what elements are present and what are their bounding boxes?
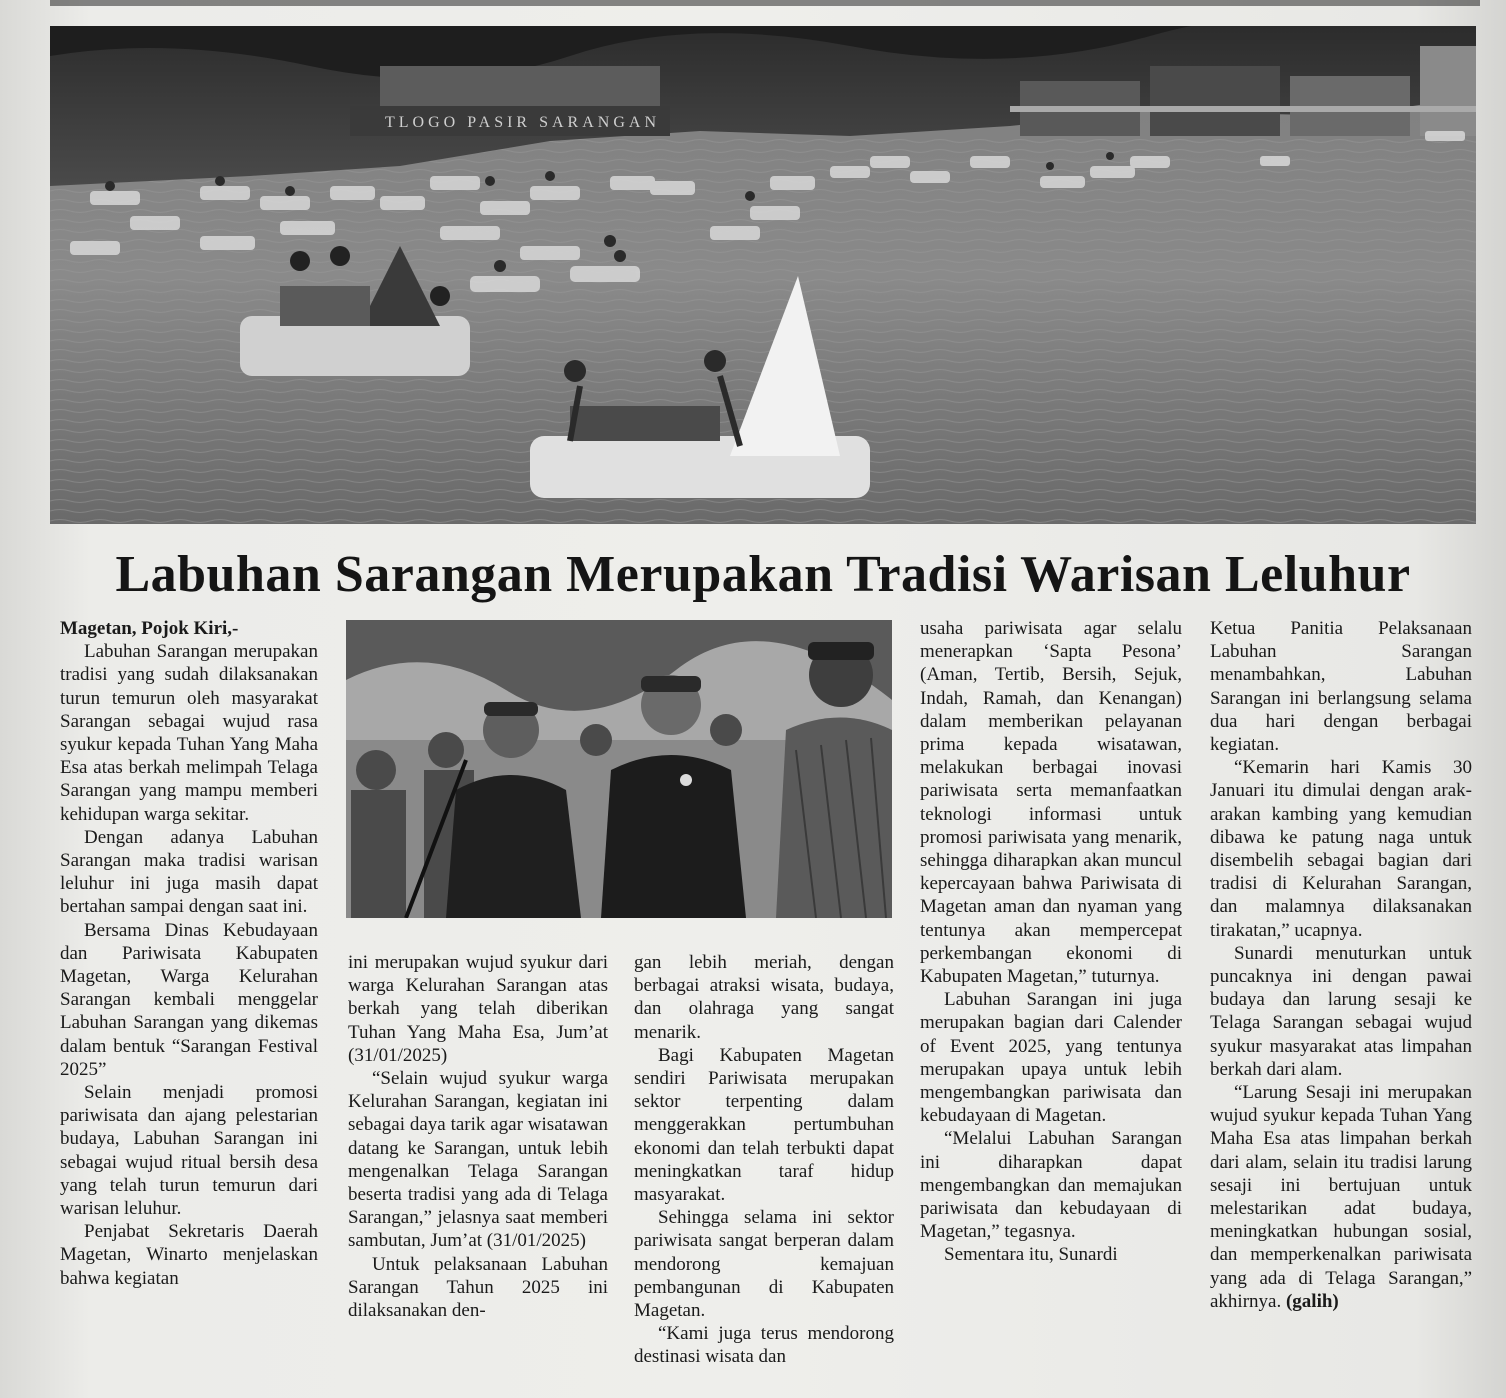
paragraph: usaha pariwisata agar selalu menerapkan ‘Sapta Pesona’ (Aman, Tertib, Bersih, Sejuk, Indah, Ramah, dan Kenangan) dalam memberikan pelayanan prima kepada wisatawan, melakukan berbagai inovasi pariwisata serta memanfaatkan teknologi informasi untuk promosi pariwisata yang menarik, sehingga diharapkan akan muncul kepercayaan bahwa Pariwisata di Magetan aman dan nyaman yang tentunya akan mempercepat perkembangan ekonomi di Kabupaten Magetan,” tuturnya.	[920, 618, 1182, 988]
lake-boats-photo	[50, 26, 1476, 524]
paragraph: “Melalui Labuhan Sarangan ini diharapkan dapat mengembangkan dan memajukan pariwisata dan kebudayaan di Magetan,” tegasnya.	[920, 1128, 1182, 1243]
article-column-3	[634, 951, 894, 1369]
paragraph: Sehingga selama ini sektor pariwisata sangat berperan dalam mendorong kemajuan pembangunan di Kabupaten Magetan.	[634, 1207, 894, 1322]
paragraph: “Kemarin hari Kamis 30 Januari itu dimulai dengan arak-arakan kambing yang kemudian dibawa ke patung naga untuk disembelih sebagai bagian dari tradisi di Kelurahan Sarangan, dan malamnya dilaksanakan tirakatan,” ucapnya.	[1210, 757, 1472, 941]
paragraph	[1210, 1081, 1472, 1313]
article-column-5	[1210, 617, 1472, 1313]
paragraph: “Selain wujud syukur warga Kelurahan Sarangan, kegiatan ini sebagai daya tarik agar wisatawan datang ke Sarangan, untuk lebih mengenalkan Telaga Sarangan beserta tradisi yang ada di Telaga Sarangan,” jelasnya saat memberi sambutan, Jum’at (31/01/2025)	[348, 1068, 608, 1252]
lake-sign-text: TLOGO PASIR SARANGAN	[385, 114, 660, 131]
paragraph-text: “Larung Sesaji ini merupakan wujud syukur kepada Tuhan Yang Maha Esa atas limpahan berkah dari alam, selain itu tradisi larung sesaji ini bertujuan untuk melestarikan adat budaya, meningkatkan hubungan sosial, dan memperkenalkan pariwisata yang ada di Telaga Sarangan,” akhirnya.	[1210, 1082, 1472, 1312]
headline: Labuhan Sarangan Merupakan Tradisi Warisan Leluhur	[115, 546, 1411, 603]
paragraph: Labuhan Sarangan ini juga merupakan bagian dari Calender of Event 2025, yang tentunya merupakan upaya untuk lebih mengembangkan pariwisata dan kebudayaan di Magetan.	[920, 989, 1182, 1127]
dateline: Magetan, Pojok Kiri,-	[60, 618, 239, 639]
paragraph: Sementara itu, Sunardi	[944, 1244, 1118, 1266]
paragraph: Dengan adanya Labuhan Sarangan maka tradisi warisan leluhur ini juga masih dapat bertahan sampai dengan saat ini.	[60, 826, 318, 918]
paragraph: Penjabat Sekretaris Daerah Magetan, Winarto menjelaskan bahwa kegiatan	[60, 1221, 318, 1289]
paragraph: Bagi Kabupaten Magetan sendiri Pariwisata merupakan sektor terpenting dalam menggerakkan pertumbuhan ekonomi dan telah terbukti dapat meningkatkan taraf hidup masyarakat.	[634, 1044, 894, 1206]
paragraph: gan lebih meriah, dengan berbagai atraksi wisata, budaya, dan olahraga yang sangat menarik.	[634, 952, 894, 1043]
paragraph: Untuk pelaksanaan Labuhan Sarangan Tahun 2025 ini dilaksanakan den-	[348, 1253, 608, 1322]
article-column-1	[60, 617, 318, 1290]
top-rule	[50, 0, 1480, 6]
paragraph: Selain menjadi promosi pariwisata dan ajang pelestarian budaya, Labuhan Sarangan ini sebagai wujud ritual bersih desa yang telah turun temurun dari warisan leluhur.	[60, 1082, 318, 1220]
article-column-2	[348, 951, 608, 1322]
author-credit: (galih)	[1285, 1290, 1339, 1312]
officials-photo	[346, 620, 892, 918]
article-column-4	[920, 617, 1182, 1267]
paragraph: Sunardi menuturkan untuk puncaknya ini dengan pawai budaya dan larung sesaji ke Telaga Sarangan sebagai wujud syukur masyarakat atas limpahan berkah dari alam.	[1210, 942, 1472, 1080]
paragraph: ini merupakan wujud syukur dari warga Kelurahan Sarangan atas berkah yang telah diberikan Tuhan Yang Maha Esa, Jum’at (31/01/2025)	[348, 952, 608, 1066]
paragraph: Ketua Panitia Pelaksanaan Labuhan Sarangan menambahkan, Labuhan Sarangan ini berlangsung selama dua hari dengan berbagai kegiatan.	[1210, 618, 1472, 756]
paragraph: Bersama Dinas Kebudayaan dan Pariwisata Kabupaten Magetan, Warga Kelurahan Sarangan kembali menggelar Labuhan Sarangan yang dikemas dalam bentuk “Sarangan Festival 2025”	[60, 919, 318, 1080]
paragraph: “Kami juga terus mendorong destinasi wisata dan	[634, 1323, 894, 1368]
paragraph: Labuhan Sarangan merupakan tradisi yang sudah dilaksanakan turun temurun oleh masyarakat Sarangan sebagai wujud rasa syukur kepada Tuhan Yang Maha Esa atas berkah melimpah Telaga Sarangan yang mampu memberi kehidupan warga sekitar.	[60, 641, 318, 825]
